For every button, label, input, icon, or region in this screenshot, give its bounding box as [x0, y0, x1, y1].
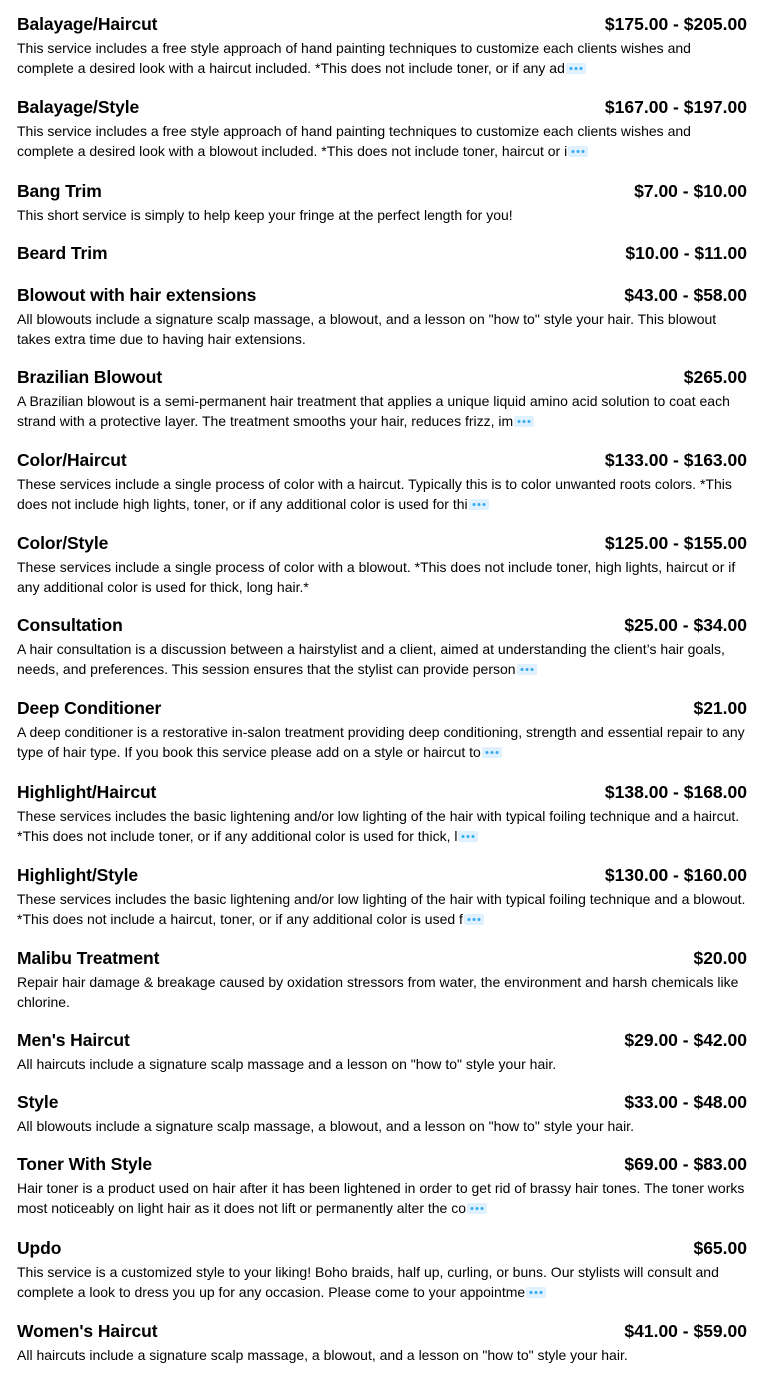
service-header: [17, 782, 747, 806]
ellipsis-more-icon[interactable]: [566, 63, 586, 74]
service-description: [17, 1345, 747, 1365]
service-name[interactable]: Color/Style: [17, 533, 109, 553]
service-price: $138.00 - $168.00: [604, 782, 747, 802]
service-header: [17, 1030, 747, 1054]
service-description: [17, 639, 747, 679]
service-name[interactable]: Highlight/Style: [17, 865, 139, 885]
ellipsis-more-icon[interactable]: [458, 831, 478, 842]
service-description-text: These services includes the basic lightening and/or low lighting of the hair with typical foiling technique and a haircut. *This does not include toner, or if any additional color is used for thick, l: [17, 808, 740, 844]
service-description-text: A Brazilian blowout is a semi-permanent hair treatment that applies a unique liquid amino acid solution to coat each strand with a protective layer. The treatment smooths your hair, reduces frizz, im: [17, 393, 730, 429]
service-item[interactable]: [17, 14, 747, 78]
service-description-text: Repair hair damage & breakage caused by oxidation stressors from water, the environment and harsh chemicals like chlorine.: [17, 974, 739, 1010]
service-item[interactable]: [17, 615, 747, 679]
ellipsis-more-icon[interactable]: [482, 747, 502, 758]
service-name[interactable]: Color/Haircut: [17, 450, 127, 470]
service-price: $69.00 - $83.00: [624, 1154, 747, 1174]
service-description: [17, 1116, 747, 1136]
service-name[interactable]: Consultation: [17, 615, 123, 635]
service-header: [17, 14, 747, 38]
ellipsis-more-icon[interactable]: [568, 146, 588, 157]
service-description-text: These services include a single process of color with a blowout. *This does not include toner, high lights, haircut or if any additional color is used for thick, long hair.*: [17, 559, 736, 595]
service-description: [17, 309, 747, 349]
service-header: [17, 285, 747, 309]
service-description-text: These services includes the basic lightening and/or low lighting of the hair with typical foiling technique and a blowout. *This does not include a haircut, toner, or if any additional color is used f: [17, 891, 746, 927]
service-price: $167.00 - $197.00: [604, 97, 747, 117]
service-item[interactable]: [17, 450, 747, 514]
service-description: [17, 121, 747, 161]
service-header: [17, 243, 747, 267]
ellipsis-more-icon[interactable]: [467, 1203, 487, 1214]
service-price: $125.00 - $155.00: [604, 533, 747, 553]
service-name[interactable]: Bang Trim: [17, 181, 102, 201]
service-header: [17, 1321, 747, 1345]
service-item[interactable]: [17, 181, 747, 225]
service-description-text: All blowouts include a signature scalp massage, a blowout, and a lesson on "how to" style your hair.: [17, 1118, 634, 1134]
service-item[interactable]: [17, 948, 747, 1012]
service-description: [17, 889, 747, 929]
ellipsis-more-icon[interactable]: [469, 499, 489, 510]
service-item[interactable]: [17, 1030, 747, 1074]
service-header: [17, 367, 747, 391]
service-description-text: A hair consultation is a discussion between a hairstylist and a client, aimed at understanding the client’s hair goals, needs, and preferences. This session ensures that the stylist can provide person: [17, 641, 725, 677]
service-header: [17, 97, 747, 121]
service-name[interactable]: Style: [17, 1092, 59, 1112]
service-header: [17, 450, 747, 474]
service-item[interactable]: [17, 865, 747, 929]
service-description: [17, 972, 747, 1012]
service-description: [17, 722, 747, 762]
service-item[interactable]: [17, 243, 747, 267]
service-price: $130.00 - $160.00: [604, 865, 747, 885]
service-item[interactable]: [17, 97, 747, 161]
service-header: [17, 615, 747, 639]
service-description-text: This service includes a free style approach of hand painting techniques to customize each clients wishes and complete a desired look with a haircut included. *This does not include toner, or if any ad: [17, 40, 691, 76]
service-description-text: All haircuts include a signature scalp massage and a lesson on "how to" style your hair.: [17, 1056, 557, 1072]
service-header: [17, 1238, 747, 1262]
service-description: [17, 1262, 747, 1302]
service-item[interactable]: [17, 1092, 747, 1136]
service-name[interactable]: Balayage/Haircut: [17, 14, 158, 34]
service-name[interactable]: Balayage/Style: [17, 97, 140, 117]
service-price: $43.00 - $58.00: [624, 285, 747, 305]
service-description: [17, 391, 747, 431]
service-header: [17, 181, 747, 205]
service-name[interactable]: Women's Haircut: [17, 1321, 158, 1341]
service-item[interactable]: [17, 1238, 747, 1302]
service-name[interactable]: Updo: [17, 1238, 62, 1258]
service-price: $41.00 - $59.00: [624, 1321, 747, 1341]
service-header: [17, 948, 747, 972]
ellipsis-more-icon[interactable]: [526, 1287, 546, 1298]
service-description-text: These services include a single process of color with a haircut. Typically this is to color unwanted roots colors. *This does not include high lights, toner, or if any additional color is used for thi: [17, 476, 732, 512]
service-header: [17, 533, 747, 557]
service-item[interactable]: [17, 1154, 747, 1218]
service-price: $20.00: [693, 948, 747, 968]
service-description-text: This service is a customized style to your liking! Boho braids, half up, curling, or buns. Our stylists will consult and complete a look to dress you up for any occasion. Please come to your appointme: [17, 1264, 719, 1300]
service-description: [17, 557, 747, 597]
service-price: $65.00: [693, 1238, 747, 1258]
service-description-text: A deep conditioner is a restorative in-salon treatment providing deep conditioning, strength and essential repair to any type of hair type. If you book this service please add on a style or haircut to: [17, 724, 745, 760]
service-name[interactable]: Highlight/Haircut: [17, 782, 157, 802]
service-price: $133.00 - $163.00: [604, 450, 747, 470]
service-header: [17, 698, 747, 722]
service-description: [17, 806, 747, 846]
service-item[interactable]: [17, 285, 747, 349]
service-description: [17, 1178, 747, 1218]
service-price: $175.00 - $205.00: [604, 14, 747, 34]
service-item[interactable]: [17, 367, 747, 431]
service-price: $33.00 - $48.00: [624, 1092, 747, 1112]
service-price: $29.00 - $42.00: [624, 1030, 747, 1050]
service-price: $7.00 - $10.00: [634, 181, 747, 201]
ellipsis-more-icon[interactable]: [514, 416, 534, 427]
service-description-text: All blowouts include a signature scalp massage, a blowout, and a lesson on "how to" style your hair. This blowout takes extra time due to having hair extensions.: [17, 311, 717, 347]
service-header: [17, 1092, 747, 1116]
service-description-text: Hair toner is a product used on hair after it has been lightened in order to get rid of brassy hair tones. The toner works most noticeably on light hair as it does not lift or permanently alter the co: [17, 1180, 745, 1216]
service-item[interactable]: [17, 782, 747, 846]
service-description: [17, 205, 747, 225]
service-name[interactable]: Beard Trim: [17, 243, 108, 263]
service-description-text: All haircuts include a signature scalp massage, a blowout, and a lesson on "how to" style your hair.: [17, 1347, 628, 1363]
service-description: [17, 38, 747, 78]
service-name[interactable]: Men's Haircut: [17, 1030, 130, 1050]
service-name[interactable]: Brazilian Blowout: [17, 367, 163, 387]
service-item[interactable]: [17, 533, 747, 597]
service-price: $21.00: [693, 698, 747, 718]
service-header: [17, 865, 747, 889]
service-price: $25.00 - $34.00: [624, 615, 747, 635]
service-price: $10.00 - $11.00: [625, 243, 747, 263]
service-price: $265.00: [683, 367, 747, 387]
service-item[interactable]: [17, 1321, 747, 1365]
service-header: [17, 1154, 747, 1178]
ellipsis-more-icon[interactable]: [464, 914, 484, 925]
service-name[interactable]: Deep Conditioner: [17, 698, 162, 718]
service-item[interactable]: [17, 698, 747, 762]
service-name[interactable]: Toner With Style: [17, 1154, 153, 1174]
service-description: [17, 1054, 747, 1074]
service-description-text: This service includes a free style approach of hand painting techniques to customize each clients wishes and complete a desired look with a blowout included. *This does not include toner, haircut or i: [17, 123, 691, 159]
service-name[interactable]: Blowout with hair extensions: [17, 285, 257, 305]
service-name[interactable]: Malibu Treatment: [17, 948, 160, 968]
service-description: [17, 474, 747, 514]
ellipsis-more-icon[interactable]: [517, 664, 537, 675]
service-description-text: This short service is simply to help keep your fringe at the perfect length for you!: [17, 207, 513, 223]
